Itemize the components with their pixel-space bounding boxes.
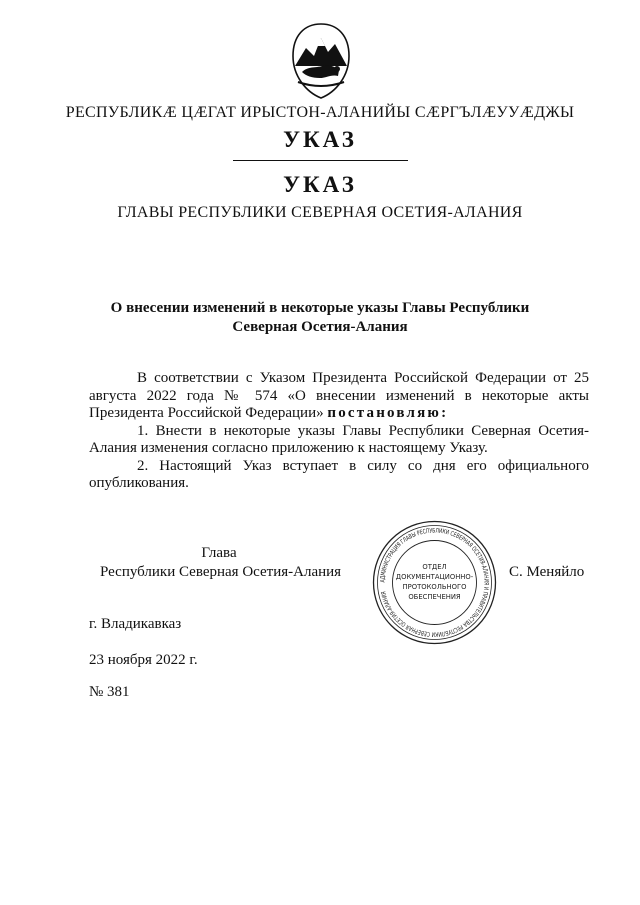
- head-of-republic-russian: ГЛАВЫ РЕСПУБЛИКИ СЕВЕРНАЯ ОСЕТИЯ-АЛАНИЯ: [117, 204, 523, 221]
- stamp-center-line-1: ОТДЕЛ: [422, 563, 447, 571]
- republic-emblem-icon: [290, 22, 352, 100]
- signatory-position-line2: Республики Северная Осетия-Алания: [100, 564, 342, 580]
- decree-subject-title: О внесении изменений в некоторые указы Главы Республики Северная Осетия-Алания: [110, 300, 530, 335]
- stamp-ring-text: АДМИНИСТРАЦИЯ ГЛАВЫ РЕСПУБЛИКИ СЕВЕРНАЯ ОСЕТИЯ-АЛАНИЯ И ПРАВИТЕЛЬСТВА РЕСПУБЛИКИ СЕВЕРНАЯ ОСЕТИЯ-АЛАНИЯ: [379, 527, 490, 638]
- header-divider: [233, 160, 408, 161]
- decision-word: постановляю:: [327, 405, 449, 421]
- official-stamp: [371, 519, 498, 646]
- preamble-text: В соответствии с Указом Президента Российской Федерации от 25 августа 2022 года № 574 «О внесении изменений в некоторые акты Президента Российской Федерации»: [89, 370, 589, 421]
- stamp-center-line-3: ПРОТОКОЛЬНОГО: [402, 583, 467, 591]
- decree-date: 23 ноября 2022 г.: [89, 652, 198, 668]
- decree-title-ossetian: УКАЗ: [283, 127, 357, 152]
- stamp-center-line-4: ОБЕСПЕЧЕНИЯ: [408, 593, 461, 601]
- republic-name-ossetian: РЕСПУБЛИКÆ ЦÆГАТ ИРЫСТОН-АЛАНИЙЫ СÆРГЪЛÆУУÆДЖЫ: [65, 104, 575, 121]
- signatory-position-line1: Глава: [201, 545, 237, 561]
- decree-body: [89, 370, 589, 493]
- decree-title-russian: УКАЗ: [283, 172, 357, 197]
- stamp-center-line-2: ДОКУМЕНТАЦИОННО-: [395, 573, 474, 581]
- signatory-name: С. Меняйло: [509, 564, 585, 580]
- item-2: 2. Настоящий Указ вступает в силу со дня его официального опубликования.: [89, 457, 589, 491]
- preamble-paragraph: [89, 370, 589, 423]
- decree-number: № 381: [89, 684, 130, 700]
- city: г. Владикавказ: [89, 616, 182, 632]
- item-1: 1. Внести в некоторые указы Главы Республики Северная Осетия-Алания изменения согласно приложению к настоящему Указу.: [89, 422, 589, 456]
